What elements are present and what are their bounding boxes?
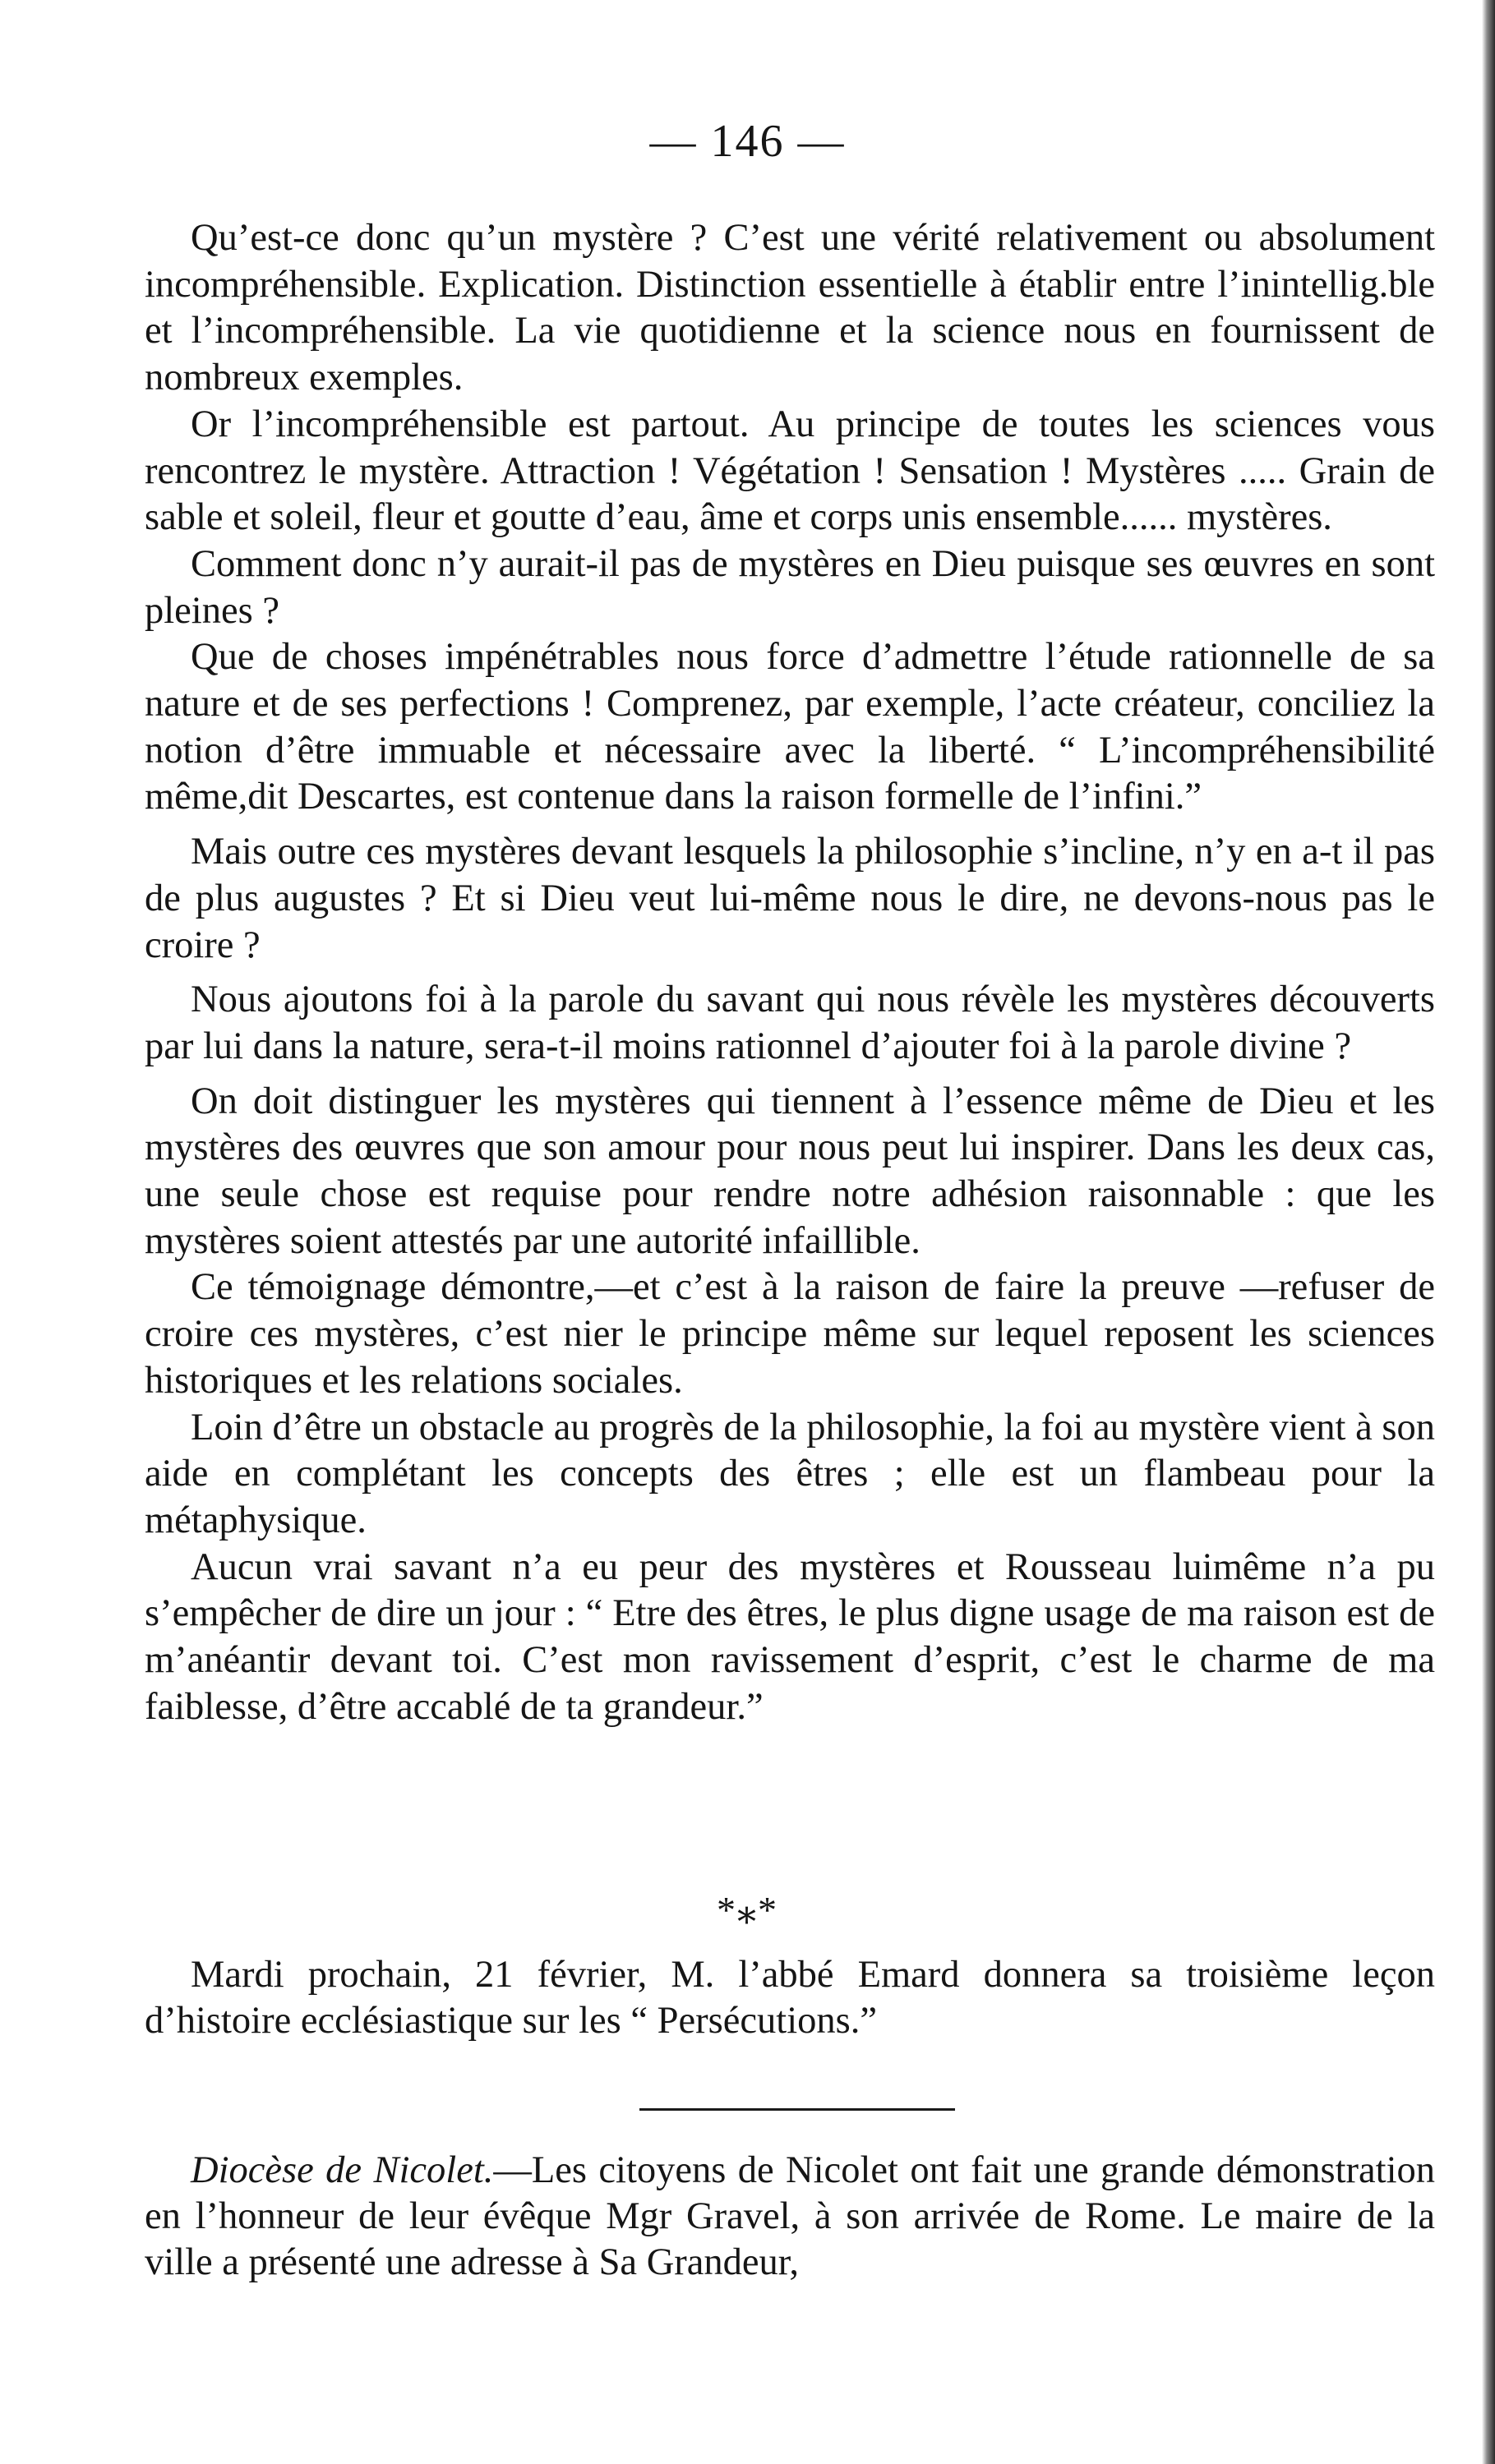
paragraph: Or l’incompréhensible est partout. Au principe de toutes les sciences vous rencontrez le mystère. Attraction ! Végétation ! Sensation ! Mystères ..... Grain de sable et soleil, fleur et goutte d’eau, âme et corps unis ensemble...... mystères. [145,403,1435,539]
paragraph: Aucun vrai savant n’a eu peur des mystères et Rousseau luimême n’a pu s’empêcher de dire un jour : “ Etre des êtres, le plus digne usage de ma raison est de m’anéantir devant toi. C’est mon ravissement d’esprit, c’est le charme de ma faiblesse, d’être accablé de ta grandeur.” [145,1545,1435,1728]
scan-binding-edge [1482,0,1495,2464]
paragraph: Nous ajoutons foi à la parole du savant qui nous révèle les mystères découverts par lui dans la nature, sera-t-il moins rationnel d’ajouter foi à la parole divine ? [145,979,1435,1067]
section-divider [639,2108,955,2111]
diocese-heading: Diocèse de Nicolet. [191,2149,494,2191]
announcement-paragraph: Mardi prochain, 21 février, M. l’abbé Emard donnera sa troisième leçon d’histoire ecclésiastique sur les “ Persécutions.” [145,1954,1435,2042]
diocese-text: —Les citoyens de Nicolet ont fait une grande démonstration en l’honneur de leur évêque Mgr Gravel, à son arrivée de Rome. Le maire de la ville a présenté une adresse à Sa Grandeur, [145,2149,1435,2283]
paragraph: Loin d’être un obstacle au progrès de la philosophie, la foi au mystère vient à son aide en complétant les concepts des êtres ; elle est un flambeau pour la métaphysique. [145,1406,1435,1541]
paragraph: Qu’est-ce donc qu’un mystère ? C’est une vérité relativement ou absolument incompréhensible. Explication. Distinction essentielle à établir entre l’inintellig.ble et l’incompréhensible. La vie quotidienne et la science nous en fournissent de nombreux exemples. [145,217,1435,399]
asterism-separator: *⁎* [717,1889,778,1931]
paragraph: Ce témoignage démontre,—et c’est à la raison de faire la preuve —refuser de croire ces mystères, c’est nier le principe même sur lequel reposent les sciences historiques et les relations sociales. [145,1266,1435,1402]
article-body [145,215,1435,1731]
paragraph: Que de choses impénétrables nous force d’admettre l’étude rationnelle de sa nature et de ses perfections ! Comprenez, par exemple, l’acte créateur, conciliez la notion d’être immuable et nécessaire avec la liberté. “ L’incompréhensibilité même,dit Descartes, est contenue dans la raison formelle de l’infini.” [145,636,1435,818]
paragraph: Comment donc n’y aurait-il pas de mystères en Dieu puisque ses œuvres en sont pleines ? [145,542,1435,632]
page-number: — 146 — [649,116,846,167]
paragraph: Mais outre ces mystères devant lesquels la philosophie s’incline, n’y en a-t il pas de plus augustes ? Et si Dieu veut lui-même nous le dire, ne devons-nous pas le croire ? [145,831,1435,966]
diocese-news-paragraph [145,2148,1435,2286]
paragraph: On doit distinguer les mystères qui tiennent à l’essence même de Dieu et les mystères des œuvres que son amour pour nous peut lui inspirer. Dans les deux cas, une seule chose est requise pour rendre notre adhésion raisonnable : que les mystères soient attestés par une autorité infaillible. [145,1080,1435,1262]
